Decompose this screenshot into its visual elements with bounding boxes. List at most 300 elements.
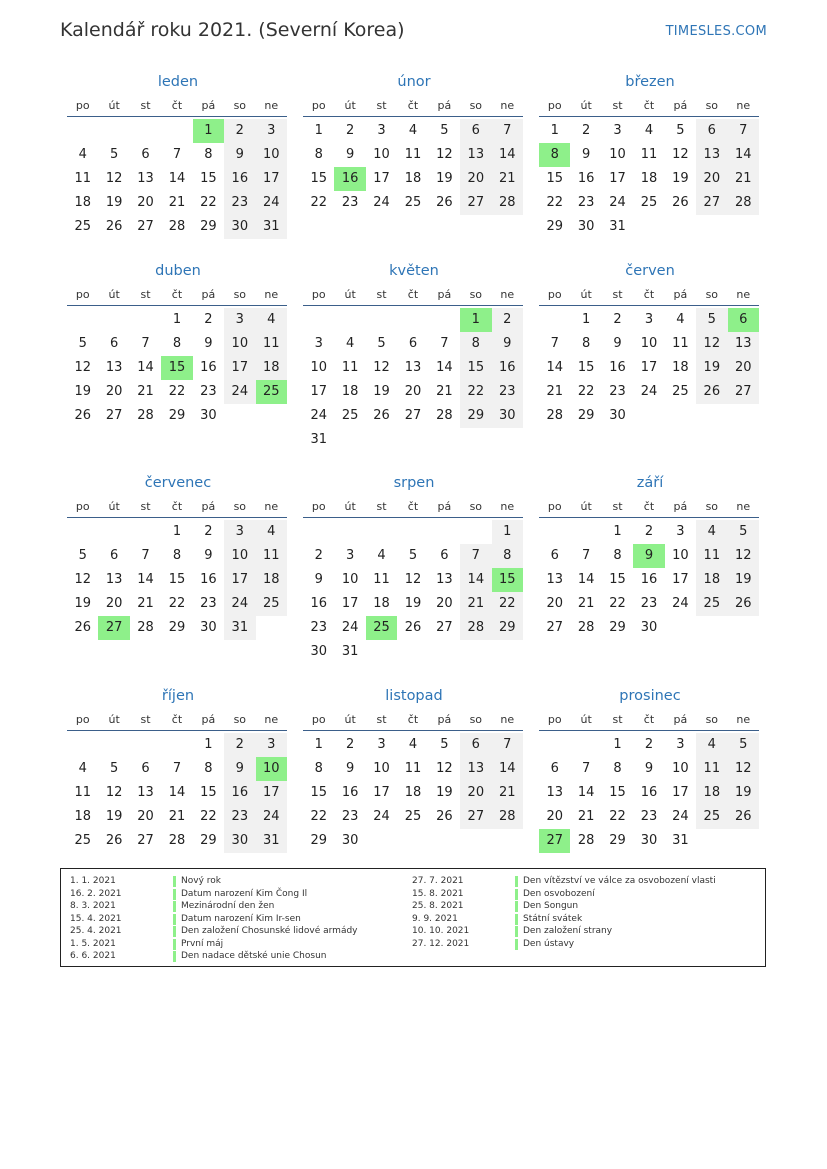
day: 16 xyxy=(640,785,658,800)
day: 1 xyxy=(613,524,622,539)
day: 25 xyxy=(74,833,91,848)
weekend-day: 17 xyxy=(256,781,287,805)
week-row xyxy=(303,119,523,143)
day: 31 xyxy=(609,219,626,234)
empty-day xyxy=(366,428,397,452)
day: 21 xyxy=(137,384,154,399)
day: 27 xyxy=(137,833,154,848)
week-row xyxy=(303,616,523,640)
weekend-day: 11 xyxy=(256,332,287,356)
month-10 xyxy=(67,686,287,853)
weekend-day: 16 xyxy=(224,167,255,191)
weekday-label: po xyxy=(75,288,90,301)
day: 26 xyxy=(436,809,453,824)
day: 8 xyxy=(314,147,323,162)
empty-day xyxy=(130,520,161,544)
weekday-label: ne xyxy=(500,500,515,513)
day: 1 xyxy=(314,737,323,752)
day: 3 xyxy=(314,336,323,351)
day: 2 xyxy=(314,548,323,563)
empty-day xyxy=(460,428,491,452)
legend-date: 16. 2. 2021 xyxy=(70,888,122,899)
day: 18 xyxy=(341,384,359,399)
weekday-header xyxy=(303,710,523,731)
weekday-header xyxy=(303,96,523,117)
day: 14 xyxy=(436,360,453,375)
week-row xyxy=(303,332,523,356)
week-row xyxy=(539,356,759,380)
day: 4 xyxy=(377,548,386,563)
day: 3 xyxy=(377,123,386,138)
day: 10 xyxy=(373,147,390,162)
weekend-day: 11 xyxy=(696,757,727,781)
weekend-day: 19 xyxy=(728,568,759,592)
weekday-label: so xyxy=(233,99,247,112)
week-row xyxy=(539,757,759,781)
legend-date: 15. 8. 2021 xyxy=(412,888,464,899)
day: 24 xyxy=(373,195,390,210)
legend-row xyxy=(61,938,358,951)
weekday-label: st xyxy=(376,500,387,513)
weekday-label: so xyxy=(469,713,483,726)
day: 12 xyxy=(105,171,123,186)
day: 14 xyxy=(137,360,154,375)
day: 16 xyxy=(341,785,359,800)
weekend-day: 30 xyxy=(492,404,523,428)
empty-day xyxy=(539,308,570,332)
day: 21 xyxy=(546,384,563,399)
empty-day xyxy=(397,308,428,332)
month-7 xyxy=(67,473,287,640)
legend-column-left xyxy=(61,875,358,963)
day: 5 xyxy=(109,147,119,162)
weekend-day: 5 xyxy=(728,520,759,544)
day: 23 xyxy=(609,384,626,399)
legend-holiday-name: Den ústavy xyxy=(523,938,575,949)
month-5 xyxy=(303,261,523,452)
week-row xyxy=(67,829,287,853)
day: 4 xyxy=(345,336,355,351)
weekday-label: čt xyxy=(407,288,419,301)
day: 28 xyxy=(577,620,595,635)
weekday-header xyxy=(67,497,287,518)
weekday-header xyxy=(539,285,759,306)
week-row xyxy=(539,520,759,544)
legend-marker xyxy=(173,914,176,925)
day: 2 xyxy=(345,123,355,138)
legend-row xyxy=(61,888,358,901)
weekday-label: út xyxy=(108,500,120,513)
legend-holiday-name: Den Songun xyxy=(523,901,579,911)
weekday-label: ne xyxy=(736,713,751,726)
day: 6 xyxy=(408,336,418,351)
day: 9 xyxy=(204,336,213,351)
empty-day xyxy=(570,520,601,544)
month-name: duben xyxy=(155,263,201,279)
weekend-day: 28 xyxy=(460,616,491,640)
day: 7 xyxy=(172,761,182,776)
weekend-day: 13 xyxy=(460,757,491,781)
weekend-day: 22 xyxy=(492,592,523,616)
day: 26 xyxy=(404,620,422,635)
empty-day xyxy=(98,733,129,757)
weekend-day: 11 xyxy=(696,544,727,568)
legend-row xyxy=(61,913,358,926)
month-1 xyxy=(67,72,287,239)
day: 1 xyxy=(314,123,323,138)
weekday-label: ne xyxy=(264,99,279,112)
day: 20 xyxy=(404,384,422,399)
weekend-day: 3 xyxy=(224,520,255,544)
day: 10 xyxy=(672,548,689,563)
weekend-day: 14 xyxy=(492,757,523,781)
day: 7 xyxy=(581,548,591,563)
weekend-day: 24 xyxy=(224,380,255,404)
day: 5 xyxy=(377,336,386,351)
legend-marker xyxy=(173,939,176,950)
week-row xyxy=(67,356,287,380)
weekday-label: út xyxy=(344,99,356,112)
day: 21 xyxy=(168,809,186,824)
day: 4 xyxy=(408,123,418,138)
empty-day xyxy=(460,829,491,853)
weekday-label: st xyxy=(140,288,151,301)
weekend-day: 7 xyxy=(460,544,491,568)
holiday-day: 15 xyxy=(492,568,523,592)
day: 26 xyxy=(672,195,689,210)
weekday-label: čt xyxy=(643,713,655,726)
weekday-header xyxy=(67,285,287,306)
weekend-day: 16 xyxy=(492,356,523,380)
empty-day xyxy=(98,520,129,544)
week-row xyxy=(67,544,287,568)
weekday-label: po xyxy=(547,500,562,513)
empty-day xyxy=(665,404,696,428)
weekday-label: út xyxy=(580,99,592,112)
weekend-day: 26 xyxy=(728,592,759,616)
weekday-label: st xyxy=(140,500,151,513)
day: 2 xyxy=(644,737,654,752)
weekday-label: čt xyxy=(171,713,183,726)
weekday-label: so xyxy=(469,288,483,301)
day: 19 xyxy=(105,195,123,210)
day: 9 xyxy=(644,761,654,776)
day: 13 xyxy=(137,171,154,186)
day: 25 xyxy=(640,195,658,210)
legend-holiday-name: První máj xyxy=(181,938,224,949)
day: 14 xyxy=(168,171,186,186)
day: 28 xyxy=(137,408,154,423)
day: 9 xyxy=(581,147,591,162)
legend-row xyxy=(61,900,358,913)
day: 30 xyxy=(200,408,217,423)
legend-date: 1. 1. 2021 xyxy=(70,876,116,886)
empty-day xyxy=(397,428,428,452)
legend-marker xyxy=(515,889,518,900)
day: 20 xyxy=(436,596,453,611)
day: 26 xyxy=(105,219,123,234)
empty-day xyxy=(224,404,255,428)
day: 25 xyxy=(341,408,359,423)
day: 3 xyxy=(644,312,654,327)
day: 12 xyxy=(74,360,91,375)
weekend-day: 20 xyxy=(460,781,491,805)
day: 23 xyxy=(640,596,658,611)
month-name: červen xyxy=(625,263,675,279)
week-row xyxy=(303,757,523,781)
weekend-day: 7 xyxy=(728,119,759,143)
day: 11 xyxy=(672,336,689,351)
day: 20 xyxy=(546,809,563,824)
holiday-day: 15 xyxy=(161,356,192,380)
day: 19 xyxy=(105,809,123,824)
week-row xyxy=(67,143,287,167)
day: 6 xyxy=(109,548,119,563)
day: 30 xyxy=(640,833,658,848)
empty-day xyxy=(67,520,98,544)
day: 26 xyxy=(74,620,91,635)
weekend-day: 27 xyxy=(728,380,759,404)
weekend-day: 9 xyxy=(224,757,255,781)
weekend-day: 3 xyxy=(256,733,287,757)
day: 29 xyxy=(200,833,217,848)
weekday-header xyxy=(67,96,287,117)
weekday-label: pá xyxy=(673,288,688,301)
weekday-label: čt xyxy=(171,500,183,513)
legend-holiday-name: Datum narození Kim Čong Il xyxy=(181,888,308,899)
day: 13 xyxy=(436,572,453,587)
empty-day xyxy=(633,215,664,239)
month-name: leden xyxy=(157,74,199,90)
empty-day xyxy=(460,640,491,664)
day: 2 xyxy=(613,312,622,327)
holiday-day: 1 xyxy=(460,308,491,332)
day: 16 xyxy=(609,360,626,375)
weekday-label: po xyxy=(311,288,326,301)
month-9 xyxy=(539,473,759,640)
weekday-header xyxy=(67,710,287,731)
day: 23 xyxy=(341,195,359,210)
weekday-label: ne xyxy=(264,500,279,513)
week-row xyxy=(67,191,287,215)
day: 14 xyxy=(577,785,595,800)
day: 25 xyxy=(404,195,422,210)
legend-row xyxy=(403,913,716,926)
weekday-label: pá xyxy=(673,500,688,513)
empty-day xyxy=(98,308,129,332)
day: 22 xyxy=(546,195,563,210)
day: 11 xyxy=(74,171,91,186)
week-row xyxy=(303,191,523,215)
day: 6 xyxy=(109,336,119,351)
day: 3 xyxy=(676,524,685,539)
weekday-label: čt xyxy=(643,288,655,301)
weekend-day: 18 xyxy=(256,356,287,380)
empty-day xyxy=(366,520,397,544)
month-8 xyxy=(303,473,523,664)
weekday-label: po xyxy=(75,500,90,513)
day: 4 xyxy=(78,761,87,776)
day: 26 xyxy=(373,408,390,423)
weekend-day: 14 xyxy=(460,568,491,592)
day: 6 xyxy=(550,761,559,776)
day: 8 xyxy=(172,548,182,563)
day: 19 xyxy=(74,596,91,611)
day: 2 xyxy=(204,312,213,327)
month-name: březen xyxy=(625,74,675,90)
weekend-day: 28 xyxy=(492,191,523,215)
week-row xyxy=(303,356,523,380)
day: 29 xyxy=(168,408,186,423)
weekend-day: 31 xyxy=(256,829,287,853)
empty-day xyxy=(728,829,759,853)
weekday-label: ne xyxy=(736,288,751,301)
day: 16 xyxy=(640,572,658,587)
empty-day xyxy=(303,520,334,544)
day: 24 xyxy=(609,195,626,210)
weekday-label: so xyxy=(705,288,719,301)
legend-date: 25. 4. 2021 xyxy=(70,926,122,936)
weekday-label: st xyxy=(612,99,623,112)
day: 28 xyxy=(137,620,154,635)
day: 1 xyxy=(172,312,182,327)
weekday-label: ne xyxy=(736,500,751,513)
week-row xyxy=(67,805,287,829)
weekday-label: so xyxy=(705,500,719,513)
day: 27 xyxy=(546,620,563,635)
day: 19 xyxy=(672,171,689,186)
weekend-day: 18 xyxy=(696,781,727,805)
legend-row xyxy=(403,938,716,951)
legend-row xyxy=(403,888,716,901)
weekend-day: 27 xyxy=(460,805,491,829)
empty-day xyxy=(366,640,397,664)
empty-day xyxy=(539,520,570,544)
week-row xyxy=(303,308,523,332)
day: 9 xyxy=(314,572,323,587)
weekend-day: 9 xyxy=(492,332,523,356)
empty-day xyxy=(665,215,696,239)
empty-day xyxy=(492,829,523,853)
day: 1 xyxy=(581,312,591,327)
legend-marker xyxy=(515,901,518,912)
weekday-header xyxy=(539,96,759,117)
weekday-label: út xyxy=(580,713,592,726)
legend-marker xyxy=(173,926,176,937)
day: 23 xyxy=(577,195,595,210)
site-link[interactable]: TIMESLES.COM xyxy=(665,24,767,39)
weekday-label: čt xyxy=(407,500,419,513)
weekday-label: st xyxy=(612,713,623,726)
day: 23 xyxy=(310,620,327,635)
weekend-day: 21 xyxy=(492,781,523,805)
empty-day xyxy=(67,308,98,332)
day: 12 xyxy=(404,572,422,587)
week-row xyxy=(303,805,523,829)
day: 16 xyxy=(577,171,595,186)
weekend-day: 2 xyxy=(492,308,523,332)
weekend-day: 25 xyxy=(696,805,727,829)
weekend-day: 27 xyxy=(696,191,727,215)
day: 17 xyxy=(640,360,658,375)
day: 14 xyxy=(577,572,595,587)
weekend-day: 20 xyxy=(728,356,759,380)
month-12 xyxy=(539,686,759,853)
day: 18 xyxy=(672,360,689,375)
day: 25 xyxy=(404,809,422,824)
legend-holiday-name: Den osvobození xyxy=(523,888,595,899)
weekend-day: 3 xyxy=(256,119,287,143)
day: 3 xyxy=(345,548,355,563)
empty-day xyxy=(696,829,727,853)
month-name: srpen xyxy=(393,475,435,491)
weekend-day: 29 xyxy=(492,616,523,640)
day: 23 xyxy=(200,384,217,399)
empty-day xyxy=(728,404,759,428)
day: 11 xyxy=(404,147,422,162)
day: 29 xyxy=(546,219,563,234)
month-name: listopad xyxy=(385,688,443,704)
weekday-label: pá xyxy=(201,99,216,112)
week-row xyxy=(67,308,287,332)
empty-day xyxy=(460,520,491,544)
day: 22 xyxy=(200,195,217,210)
day: 8 xyxy=(581,336,591,351)
day: 8 xyxy=(314,761,323,776)
legend-date: 8. 3. 2021 xyxy=(70,901,116,911)
empty-day xyxy=(334,520,365,544)
week-row xyxy=(67,757,287,781)
legend-date: 6. 6. 2021 xyxy=(70,951,116,961)
day: 15 xyxy=(609,572,626,587)
legend-holiday-name: Den nadace dětské unie Chosun xyxy=(181,951,327,961)
day: 12 xyxy=(105,785,123,800)
month-name: říjen xyxy=(161,688,195,704)
week-row xyxy=(67,332,287,356)
weekday-label: pá xyxy=(673,99,688,112)
weekday-header xyxy=(303,285,523,306)
weekend-day: 31 xyxy=(224,616,255,640)
day: 29 xyxy=(168,620,186,635)
weekend-day: 19 xyxy=(696,356,727,380)
empty-day xyxy=(161,119,192,143)
weekend-day: 25 xyxy=(256,592,287,616)
day: 13 xyxy=(105,572,123,587)
day: 5 xyxy=(78,336,87,351)
week-row xyxy=(303,143,523,167)
day: 18 xyxy=(640,171,658,186)
day: 29 xyxy=(200,219,217,234)
weekend-day: 6 xyxy=(460,733,491,757)
day: 1 xyxy=(172,524,182,539)
day: 6 xyxy=(141,147,150,162)
day: 17 xyxy=(672,785,689,800)
weekend-day: 3 xyxy=(224,308,255,332)
day: 25 xyxy=(672,384,689,399)
day: 26 xyxy=(105,833,123,848)
weekday-label: pá xyxy=(437,500,452,513)
week-row xyxy=(539,119,759,143)
empty-day xyxy=(429,520,460,544)
week-row xyxy=(303,733,523,757)
legend-marker xyxy=(173,901,176,912)
weekday-label: pá xyxy=(201,288,216,301)
day: 18 xyxy=(74,809,91,824)
week-row xyxy=(303,568,523,592)
weekday-label: so xyxy=(705,713,719,726)
empty-day xyxy=(366,308,397,332)
day: 20 xyxy=(137,195,154,210)
